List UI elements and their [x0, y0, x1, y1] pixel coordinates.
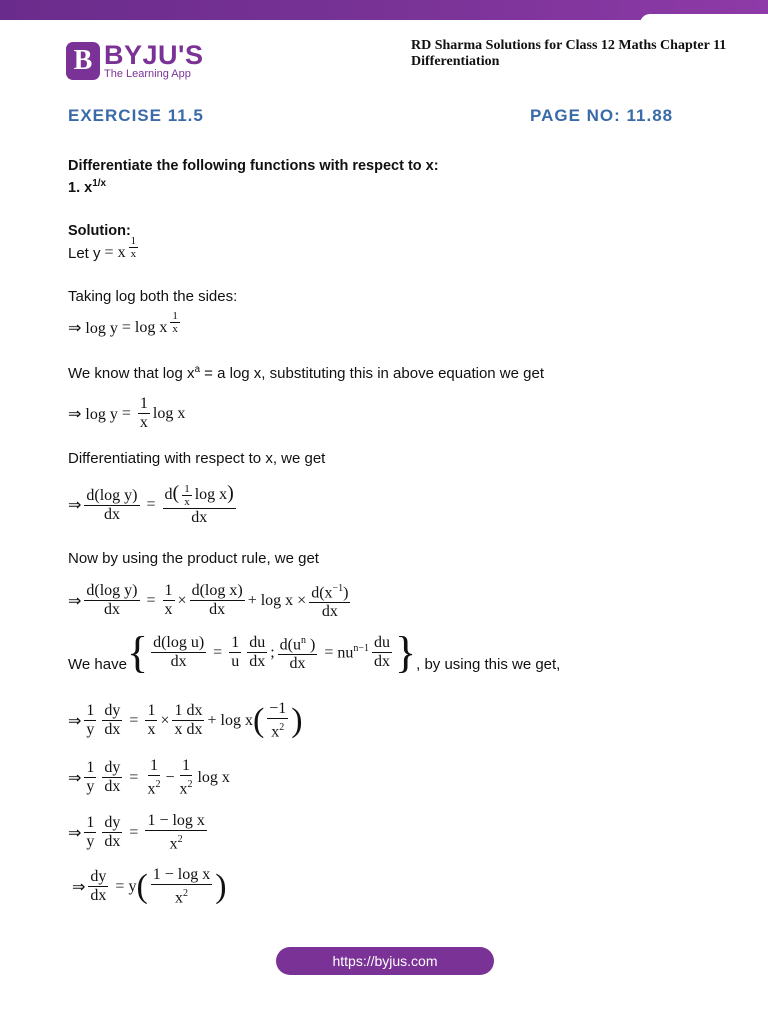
eq-diff-both: ⇒ $\frac{\text{d(log y)}}{dx}$ = d( $\frac{1}{x}$ log x) dx: [68, 482, 234, 526]
header-title: RD Sharma Solutions for Class 12 Maths Chapter 11: [411, 38, 727, 53]
top-banner-notch: [640, 14, 768, 24]
eq-log-both: ⇒ log y = log x $\frac{1}{x}$: [68, 309, 178, 337]
eq-step-2: ⇒ $\frac{1}{y}$ $\frac{dy}{dx}$ = $\frac{1}{x^2}$ − $\frac{1}{x^2}$ log x: [68, 757, 230, 798]
logo-tagline: The Learning App: [104, 68, 191, 80]
eq-step-3: ⇒ $\frac{1}{y}$ $\frac{dy}{dx}$ = $\frac{\text{1 − log x}}{x^2}$: [68, 812, 205, 853]
exercise-title: EXERCISE 11.5: [68, 106, 204, 125]
footer-url-link[interactable]: https://byjus.com: [276, 947, 494, 975]
text-differentiating: Differentiating with respect to x, we get: [68, 450, 326, 467]
text-know-log: We know that $\log x^a = a$ log x, substituting this in above equation we get: [68, 364, 544, 382]
text-product-rule: Now by using the product rule, we get: [68, 550, 319, 567]
eq-let: Let y = x $\frac{1}{x}$: [68, 234, 137, 262]
eq-we-have: We have { $\frac{\text{d(log u)}}{dx}$ = $\frac{1}{u}$ $\frac{du}{dx}$ ; $\frac{d(u^n )}{dx}$ = $nu^{n-1}$ $\frac{du}{dx}$ } , by using this we get,: [68, 627, 561, 677]
page-number: PAGE NO: 11.88: [530, 106, 674, 125]
document-header: [411, 38, 741, 70]
byjus-logo: [66, 42, 203, 80]
logo-mark: B: [66, 42, 100, 80]
question-instruction: Differentiate the following functions with respect to x:: [68, 158, 439, 174]
eq-product-rule: ⇒ $\frac{\text{d(log y)}}{dx}$ = $\frac{1}{x}$ × $\frac{\text{d(log x)}}{dx}$ + log x × $\frac{d(x^{-1})}{dx}$: [68, 580, 353, 621]
question-item: 1. $x^{1/x}$: [68, 178, 107, 196]
eq-step-1: ⇒ $\frac{1}{y}$ $\frac{dy}{dx}$ = $\frac{1}{x}$ × $\frac{1 dx}{\text{x dx}}$ + log x ( $\frac{-1}{x^2}$ ): [68, 700, 303, 741]
eq-log-simplified: ⇒ log y = $\frac{1}{x}$ log x: [68, 395, 186, 431]
text-taking-log: Taking log both the sides:: [68, 288, 238, 305]
logo-brand-name: BYJU'S: [104, 40, 204, 70]
header-subtitle: Differentiation: [411, 54, 500, 69]
eq-final: ⇒ $\frac{dy}{dx}$ = y ( $\frac{\text{1 − log x}}{x^2}$ ): [72, 866, 227, 907]
solution-label: Solution:: [68, 223, 131, 239]
